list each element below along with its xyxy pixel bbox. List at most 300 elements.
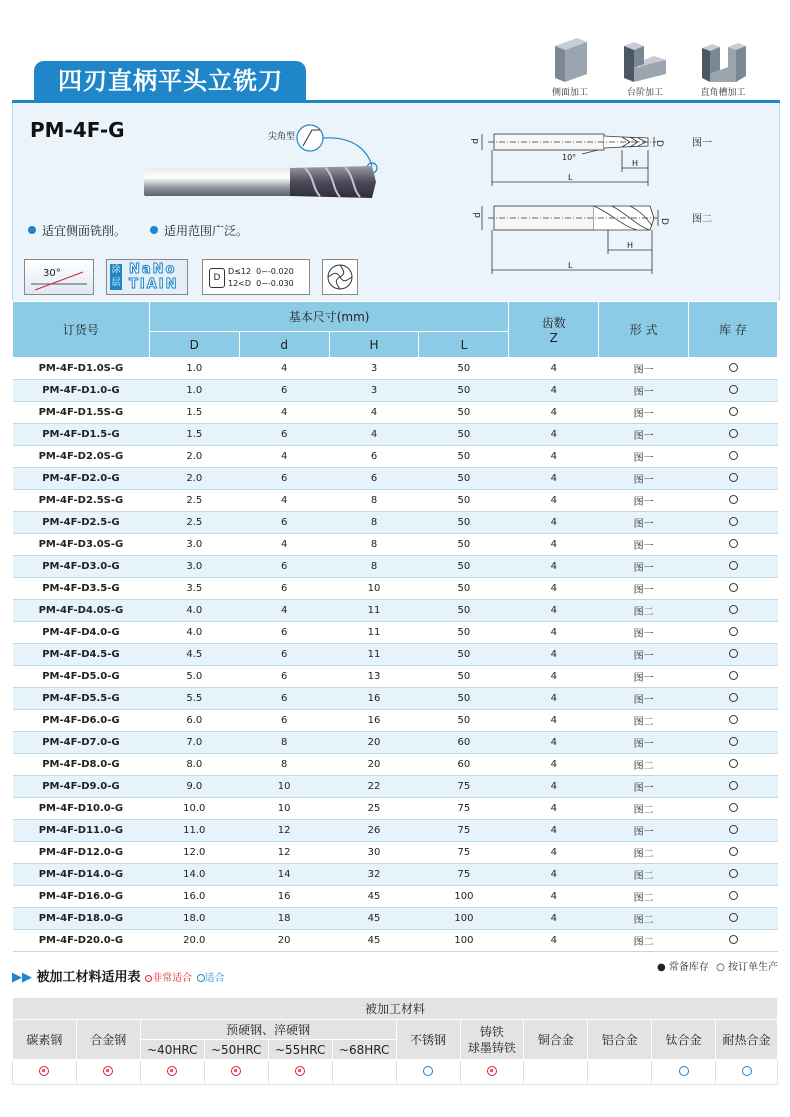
mat-col-68hrc: ~68HRC bbox=[332, 1040, 396, 1060]
end-mill-image bbox=[140, 116, 390, 206]
row-teeth: 4 bbox=[509, 600, 599, 622]
material-rating-cell bbox=[588, 1060, 652, 1085]
row-D: 2.5 bbox=[149, 490, 239, 512]
row-teeth: 4 bbox=[509, 732, 599, 754]
row-d: 4 bbox=[239, 600, 329, 622]
row-D: 1.0 bbox=[149, 380, 239, 402]
table-row bbox=[13, 754, 778, 776]
row-H: 45 bbox=[329, 930, 419, 952]
tolerance-symbol: D bbox=[209, 268, 225, 288]
made-to-order-icon bbox=[729, 825, 738, 834]
suitable-icon bbox=[679, 1066, 689, 1076]
row-stock bbox=[689, 578, 778, 600]
table-row bbox=[13, 358, 778, 380]
row-d: 4 bbox=[239, 490, 329, 512]
slot-milling-icon bbox=[698, 38, 748, 82]
row-d: 12 bbox=[239, 842, 329, 864]
row-form: 图二 bbox=[599, 864, 689, 886]
row-code: PM-4F-D20.0-G bbox=[13, 930, 150, 952]
row-code: PM-4F-D7.0-G bbox=[13, 732, 150, 754]
row-teeth: 4 bbox=[509, 446, 599, 468]
row-L: 75 bbox=[419, 842, 509, 864]
tolerance-line1: D≤12 0~-0.020 bbox=[228, 267, 294, 276]
row-D: 1.0 bbox=[149, 358, 239, 380]
feature-1 bbox=[28, 222, 126, 239]
row-D: 1.5 bbox=[149, 424, 239, 446]
fig1-angle: 10° bbox=[562, 153, 577, 162]
row-stock bbox=[689, 930, 778, 952]
made-to-order-icon bbox=[729, 429, 738, 438]
table-row bbox=[13, 886, 778, 908]
row-d: 6 bbox=[239, 556, 329, 578]
row-code: PM-4F-D12.0-G bbox=[13, 842, 150, 864]
row-L: 50 bbox=[419, 490, 509, 512]
row-stock bbox=[689, 644, 778, 666]
row-teeth: 4 bbox=[509, 380, 599, 402]
table-row bbox=[13, 556, 778, 578]
made-to-order-icon bbox=[729, 495, 738, 504]
header-teeth-label: 齿数 bbox=[541, 316, 566, 330]
table-row bbox=[13, 820, 778, 842]
suitable-icon bbox=[197, 974, 205, 982]
row-stock bbox=[689, 446, 778, 468]
row-H: 45 bbox=[329, 886, 419, 908]
row-D: 9.0 bbox=[149, 776, 239, 798]
row-L: 50 bbox=[419, 644, 509, 666]
tolerance-badge bbox=[202, 259, 310, 295]
row-D: 12.0 bbox=[149, 842, 239, 864]
row-L: 75 bbox=[419, 798, 509, 820]
row-H: 30 bbox=[329, 842, 419, 864]
suitable-icon bbox=[742, 1066, 752, 1076]
row-H: 26 bbox=[329, 820, 419, 842]
row-d: 18 bbox=[239, 908, 329, 930]
made-to-order-icon bbox=[729, 539, 738, 548]
row-d: 16 bbox=[239, 886, 329, 908]
header-form: 形 式 bbox=[599, 302, 689, 358]
row-code: PM-4F-D5.5-G bbox=[13, 688, 150, 710]
row-d: 6 bbox=[239, 468, 329, 490]
feature-2-text: 适用范围广泛。 bbox=[164, 224, 249, 238]
material-rating-cell bbox=[13, 1060, 77, 1085]
row-code: PM-4F-D1.0S-G bbox=[13, 358, 150, 380]
made-to-order-icon bbox=[729, 363, 738, 372]
row-H: 4 bbox=[329, 424, 419, 446]
row-L: 60 bbox=[419, 732, 509, 754]
subheader-D: D bbox=[149, 332, 239, 358]
material-rating-cell bbox=[460, 1060, 524, 1085]
row-stock bbox=[689, 842, 778, 864]
material-rating-cell bbox=[140, 1060, 204, 1085]
row-form: 图一 bbox=[599, 556, 689, 578]
row-L: 60 bbox=[419, 754, 509, 776]
side-milling-label: 侧面加工 bbox=[551, 88, 588, 98]
row-H: 8 bbox=[329, 490, 419, 512]
row-d: 10 bbox=[239, 776, 329, 798]
row-H: 6 bbox=[329, 468, 419, 490]
row-form: 图一 bbox=[599, 512, 689, 534]
made-to-order-icon bbox=[729, 385, 738, 394]
row-H: 22 bbox=[329, 776, 419, 798]
row-d: 4 bbox=[239, 402, 329, 424]
stock-legend-order: 按订单生产 bbox=[728, 962, 778, 973]
row-teeth: 4 bbox=[509, 622, 599, 644]
row-d: 6 bbox=[239, 710, 329, 732]
table-row bbox=[13, 644, 778, 666]
table-row bbox=[13, 446, 778, 468]
row-code: PM-4F-D8.0-G bbox=[13, 754, 150, 776]
row-L: 50 bbox=[419, 446, 509, 468]
row-code: PM-4F-D3.5-G bbox=[13, 578, 150, 600]
row-stock bbox=[689, 688, 778, 710]
row-stock bbox=[689, 490, 778, 512]
row-teeth: 4 bbox=[509, 798, 599, 820]
row-d: 6 bbox=[239, 644, 329, 666]
material-rating-cell bbox=[396, 1060, 460, 1085]
row-teeth: 4 bbox=[509, 908, 599, 930]
material-rating-cell bbox=[524, 1060, 588, 1085]
row-d: 14 bbox=[239, 864, 329, 886]
page-title: 四刃直柄平头立铣刀 bbox=[34, 61, 306, 101]
row-H: 8 bbox=[329, 556, 419, 578]
row-form: 图二 bbox=[599, 754, 689, 776]
mat-hardened-header: 预硬钢、淬硬钢 bbox=[140, 1020, 396, 1040]
suitable-icon bbox=[423, 1066, 433, 1076]
row-code: PM-4F-D2.5-G bbox=[13, 512, 150, 534]
row-code: PM-4F-D11.0-G bbox=[13, 820, 150, 842]
made-to-order-icon bbox=[729, 847, 738, 856]
row-code: PM-4F-D9.0-G bbox=[13, 776, 150, 798]
row-teeth: 4 bbox=[509, 864, 599, 886]
fig2-dim-H: H bbox=[627, 241, 634, 250]
row-form: 图一 bbox=[599, 468, 689, 490]
row-L: 50 bbox=[419, 402, 509, 424]
order-ring-icon: ○ bbox=[716, 962, 725, 973]
table-row bbox=[13, 402, 778, 424]
bullet-icon bbox=[150, 226, 158, 234]
table-row bbox=[13, 908, 778, 930]
row-stock bbox=[689, 710, 778, 732]
fig1-dim-d: d bbox=[471, 138, 481, 144]
row-stock bbox=[689, 600, 778, 622]
row-d: 8 bbox=[239, 732, 329, 754]
row-L: 50 bbox=[419, 380, 509, 402]
made-to-order-icon bbox=[729, 671, 738, 680]
fig1-dim-D: D bbox=[654, 140, 664, 147]
row-form: 图一 bbox=[599, 578, 689, 600]
row-d: 4 bbox=[239, 358, 329, 380]
row-stock bbox=[689, 468, 778, 490]
row-stock bbox=[689, 820, 778, 842]
row-D: 1.5 bbox=[149, 402, 239, 424]
row-L: 50 bbox=[419, 710, 509, 732]
row-stock bbox=[689, 622, 778, 644]
mat-col-aluminum: 铝合金 bbox=[588, 1020, 652, 1060]
row-form: 图一 bbox=[599, 820, 689, 842]
row-teeth: 4 bbox=[509, 666, 599, 688]
row-form: 图二 bbox=[599, 710, 689, 732]
material-rating-cell bbox=[332, 1060, 396, 1085]
row-H: 16 bbox=[329, 688, 419, 710]
row-code: PM-4F-D3.0-G bbox=[13, 556, 150, 578]
very-suitable-icon bbox=[231, 1066, 241, 1076]
row-code: PM-4F-D10.0-G bbox=[13, 798, 150, 820]
row-d: 6 bbox=[239, 578, 329, 600]
row-D: 18.0 bbox=[149, 908, 239, 930]
row-stock bbox=[689, 666, 778, 688]
fig2-dim-L: L bbox=[568, 261, 573, 270]
row-H: 32 bbox=[329, 864, 419, 886]
made-to-order-icon bbox=[729, 737, 738, 746]
tip-detail-icon bbox=[297, 125, 323, 151]
row-form: 图一 bbox=[599, 732, 689, 754]
table-row bbox=[13, 798, 778, 820]
row-H: 8 bbox=[329, 534, 419, 556]
fig2-label: 图二 bbox=[692, 214, 712, 225]
row-stock bbox=[689, 908, 778, 930]
material-rating-cell bbox=[716, 1060, 778, 1085]
legend-very-suitable: 非常适合 bbox=[152, 973, 193, 984]
fig1-dim-L: L bbox=[568, 173, 573, 182]
row-form: 图二 bbox=[599, 600, 689, 622]
row-D: 10.0 bbox=[149, 798, 239, 820]
fig2-dim-d: d bbox=[473, 212, 483, 218]
row-form: 图一 bbox=[599, 446, 689, 468]
row-code: PM-4F-D16.0-G bbox=[13, 886, 150, 908]
made-to-order-icon bbox=[729, 693, 738, 702]
header-stock: 库 存 bbox=[689, 302, 778, 358]
row-teeth: 4 bbox=[509, 556, 599, 578]
row-d: 12 bbox=[239, 820, 329, 842]
row-stock bbox=[689, 358, 778, 380]
row-L: 50 bbox=[419, 666, 509, 688]
mat-col-40hrc: ~40HRC bbox=[140, 1040, 204, 1060]
mat-col-stainless: 不锈钢 bbox=[396, 1020, 460, 1060]
row-form: 图一 bbox=[599, 358, 689, 380]
row-D: 2.5 bbox=[149, 512, 239, 534]
made-to-order-icon bbox=[729, 869, 738, 878]
table-row bbox=[13, 468, 778, 490]
mat-col-heat-resistant: 耐热合金 bbox=[716, 1020, 778, 1060]
step-milling-icon bbox=[620, 38, 670, 82]
row-D: 7.0 bbox=[149, 732, 239, 754]
very-suitable-icon bbox=[103, 1066, 113, 1076]
row-form: 图二 bbox=[599, 930, 689, 952]
materials-heading bbox=[12, 966, 225, 985]
row-code: PM-4F-D1.5S-G bbox=[13, 402, 150, 424]
row-d: 6 bbox=[239, 622, 329, 644]
row-code: PM-4F-D1.0-G bbox=[13, 380, 150, 402]
row-form: 图一 bbox=[599, 776, 689, 798]
table-row bbox=[13, 930, 778, 952]
row-form: 图一 bbox=[599, 666, 689, 688]
bullet-icon bbox=[28, 226, 36, 234]
row-L: 50 bbox=[419, 556, 509, 578]
row-teeth: 4 bbox=[509, 688, 599, 710]
table-row bbox=[13, 842, 778, 864]
row-H: 20 bbox=[329, 732, 419, 754]
table-row bbox=[13, 732, 778, 754]
very-suitable-icon bbox=[167, 1066, 177, 1076]
row-teeth: 4 bbox=[509, 534, 599, 556]
row-H: 3 bbox=[329, 358, 419, 380]
row-L: 75 bbox=[419, 776, 509, 798]
row-form: 图一 bbox=[599, 424, 689, 446]
row-teeth: 4 bbox=[509, 842, 599, 864]
row-H: 45 bbox=[329, 908, 419, 930]
mat-col-alloy: 合金钢 bbox=[76, 1020, 140, 1060]
slot-milling-label: 直角槽加工 bbox=[700, 88, 746, 98]
row-code: PM-4F-D1.5-G bbox=[13, 424, 150, 446]
row-code: PM-4F-D2.0S-G bbox=[13, 446, 150, 468]
very-suitable-icon bbox=[487, 1066, 497, 1076]
row-H: 4 bbox=[329, 402, 419, 424]
table-row bbox=[13, 710, 778, 732]
row-teeth: 4 bbox=[509, 358, 599, 380]
row-D: 16.0 bbox=[149, 886, 239, 908]
row-D: 3.0 bbox=[149, 534, 239, 556]
drawing-fig2 bbox=[462, 196, 682, 276]
helix-angle-value: 30° bbox=[43, 268, 61, 279]
row-L: 50 bbox=[419, 534, 509, 556]
row-L: 100 bbox=[419, 930, 509, 952]
helix-angle-badge bbox=[24, 259, 94, 295]
table-row bbox=[13, 578, 778, 600]
material-rating-cell bbox=[652, 1060, 716, 1085]
row-H: 13 bbox=[329, 666, 419, 688]
row-teeth: 4 bbox=[509, 820, 599, 842]
row-form: 图一 bbox=[599, 402, 689, 424]
row-D: 2.0 bbox=[149, 468, 239, 490]
row-teeth: 4 bbox=[509, 886, 599, 908]
row-stock bbox=[689, 556, 778, 578]
materials-heading-text: 被加工材料适用表 bbox=[36, 970, 141, 985]
row-teeth: 4 bbox=[509, 710, 599, 732]
row-H: 11 bbox=[329, 644, 419, 666]
row-stock bbox=[689, 424, 778, 446]
made-to-order-icon bbox=[729, 649, 738, 658]
slot-milling bbox=[695, 38, 751, 98]
table-row bbox=[13, 380, 778, 402]
four-flute-section-icon bbox=[323, 260, 357, 294]
table-row bbox=[13, 688, 778, 710]
row-stock bbox=[689, 798, 778, 820]
materials-table bbox=[12, 997, 778, 1085]
stock-legend-stocked: 常备库存 bbox=[668, 962, 709, 973]
table-row bbox=[13, 666, 778, 688]
spec-table bbox=[12, 301, 778, 952]
materials-group-header: 被加工材料 bbox=[13, 998, 778, 1020]
mat-col-copper: 铜合金 bbox=[524, 1020, 588, 1060]
row-d: 8 bbox=[239, 754, 329, 776]
row-L: 75 bbox=[419, 864, 509, 886]
fig1-label: 图一 bbox=[692, 138, 712, 149]
made-to-order-icon bbox=[729, 913, 738, 922]
very-suitable-icon bbox=[295, 1066, 305, 1076]
table-row bbox=[13, 534, 778, 556]
row-D: 11.0 bbox=[149, 820, 239, 842]
row-d: 6 bbox=[239, 380, 329, 402]
row-form: 图一 bbox=[599, 380, 689, 402]
row-form: 图一 bbox=[599, 534, 689, 556]
header-basic-dims: 基本尺寸(mm) bbox=[149, 302, 509, 332]
row-L: 75 bbox=[419, 820, 509, 842]
fig1-dim-H: H bbox=[632, 159, 639, 168]
row-d: 4 bbox=[239, 446, 329, 468]
row-teeth: 4 bbox=[509, 512, 599, 534]
row-stock bbox=[689, 754, 778, 776]
row-stock bbox=[689, 380, 778, 402]
materials-rating-row bbox=[13, 1060, 778, 1085]
made-to-order-icon bbox=[729, 803, 738, 812]
made-to-order-icon bbox=[729, 407, 738, 416]
table-row bbox=[13, 622, 778, 644]
row-stock bbox=[689, 864, 778, 886]
mat-col-50hrc: ~50HRC bbox=[204, 1040, 268, 1060]
row-D: 3.5 bbox=[149, 578, 239, 600]
drawing-fig1 bbox=[462, 122, 682, 192]
made-to-order-icon bbox=[729, 715, 738, 724]
row-L: 100 bbox=[419, 886, 509, 908]
stocked-dot-icon: ● bbox=[656, 962, 666, 973]
row-code: PM-4F-D4.0-G bbox=[13, 622, 150, 644]
row-form: 图一 bbox=[599, 490, 689, 512]
made-to-order-icon bbox=[729, 935, 738, 944]
row-D: 14.0 bbox=[149, 864, 239, 886]
subheader-H: H bbox=[329, 332, 419, 358]
table-row bbox=[13, 490, 778, 512]
side-milling bbox=[545, 38, 595, 98]
made-to-order-icon bbox=[729, 583, 738, 592]
mat-col-cast-iron: 铸铁 球墨铸铁 bbox=[460, 1020, 524, 1060]
row-stock bbox=[689, 512, 778, 534]
four-flute-badge bbox=[322, 259, 358, 295]
row-form: 图二 bbox=[599, 842, 689, 864]
made-to-order-icon bbox=[729, 451, 738, 460]
row-stock bbox=[689, 776, 778, 798]
step-milling bbox=[620, 38, 670, 98]
row-form: 图一 bbox=[599, 644, 689, 666]
feature-1-text: 适宜侧面铣削。 bbox=[42, 224, 127, 238]
row-form: 图二 bbox=[599, 798, 689, 820]
side-milling-icon bbox=[547, 38, 593, 82]
made-to-order-icon bbox=[729, 759, 738, 768]
row-D: 2.0 bbox=[149, 446, 239, 468]
double-arrow-icon: ▶▶ bbox=[12, 970, 32, 985]
coating-badge bbox=[106, 259, 188, 295]
step-milling-label: 台阶加工 bbox=[626, 88, 663, 98]
row-D: 8.0 bbox=[149, 754, 239, 776]
mat-col-titanium: 钛合金 bbox=[652, 1020, 716, 1060]
row-d: 4 bbox=[239, 534, 329, 556]
made-to-order-icon bbox=[729, 781, 738, 790]
table-row bbox=[13, 600, 778, 622]
coating-line2: TIAIN bbox=[129, 277, 179, 292]
stock-legend bbox=[657, 958, 778, 973]
table-row bbox=[13, 864, 778, 886]
row-H: 6 bbox=[329, 446, 419, 468]
table-row bbox=[13, 512, 778, 534]
row-H: 10 bbox=[329, 578, 419, 600]
feature-2 bbox=[150, 222, 248, 239]
fig2-dim-D: D bbox=[659, 218, 669, 225]
row-code: PM-4F-D6.0-G bbox=[13, 710, 150, 732]
row-D: 4.0 bbox=[149, 622, 239, 644]
row-D: 20.0 bbox=[149, 930, 239, 952]
row-code: PM-4F-D4.5-G bbox=[13, 644, 150, 666]
table-row bbox=[13, 776, 778, 798]
header-teeth-z: Z bbox=[549, 331, 558, 345]
